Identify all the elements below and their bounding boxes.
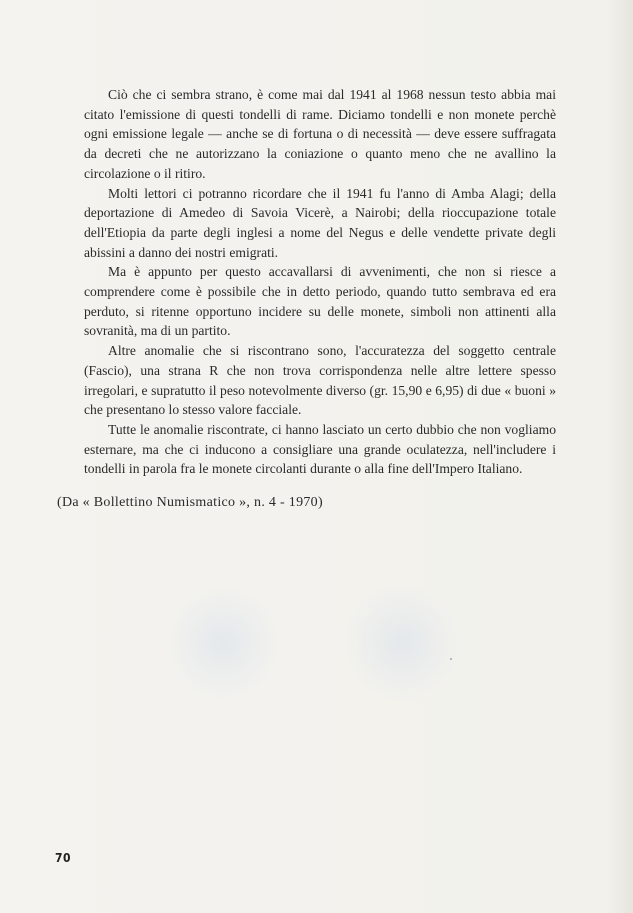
paper-speck [450,658,452,660]
paragraph: Tutte le anomalie riscontrate, ci hanno lasciato un certo dubbio che non vogliamo esternare, ma che ci inducono a consigliare una grande oculatezza, nell'includere i tondelli in parola fra le monete circolanti durante o alla fine dell'Impero Italiano. [84,421,556,477]
paragraph: Altre anomalie che si riscontrano sono, l'accuratezza del soggetto centrale (Fascio), una strana R che non trova corrispondenza nelle altre lettere spesso irregolari, e supratutto il peso notevolmente diverso (gr. 15,90 e 6,95) di due « buoni » che presentano lo stesso valore facciale. [84,343,556,418]
paragraph: Molti lettori ci potranno ricordare che il 1941 fu l'anno di Amba Alagi; della deportazione di Amedeo di Savoia Vicerè, a Nairobi; della rioccupazione totale dell'Etiopia da parte degli inglesi a nome del Negus e delle vendette private degli abissini a danno dei nostri emigrati. [84,185,556,260]
body-text [84,85,556,479]
paragraph: Ciò che ci sembra strano, è come mai dal 1941 al 1968 nessun testo abbia mai citato l'emissione di questi tondelli di rame. Diciamo tondelli e non monete perchè ogni emissione legale — anche se di fortuna o di necessità — deve essere suffragata da decreti che ne autorizzano la coniazione o quanto meno che ne avallino la circolazione o il ritiro. [84,87,556,181]
paragraph: Ma è appunto per questo accavallarsi di avvenimenti, che non si riesce a comprendere come è possibile che in detto periodo, quando tutto sembrava ed era perduto, si ritenne opportuno incidere su delle monete, simboli non attinenti alla sovranità, ma di un partito. [84,264,556,339]
page-number: 70 [55,851,72,865]
coin-bleed-through-right [345,585,460,700]
coin-bleed-through-left [165,585,280,700]
source-citation: (Da « Bollettino Numismatico », n. 4 - 1970) [57,495,323,510]
